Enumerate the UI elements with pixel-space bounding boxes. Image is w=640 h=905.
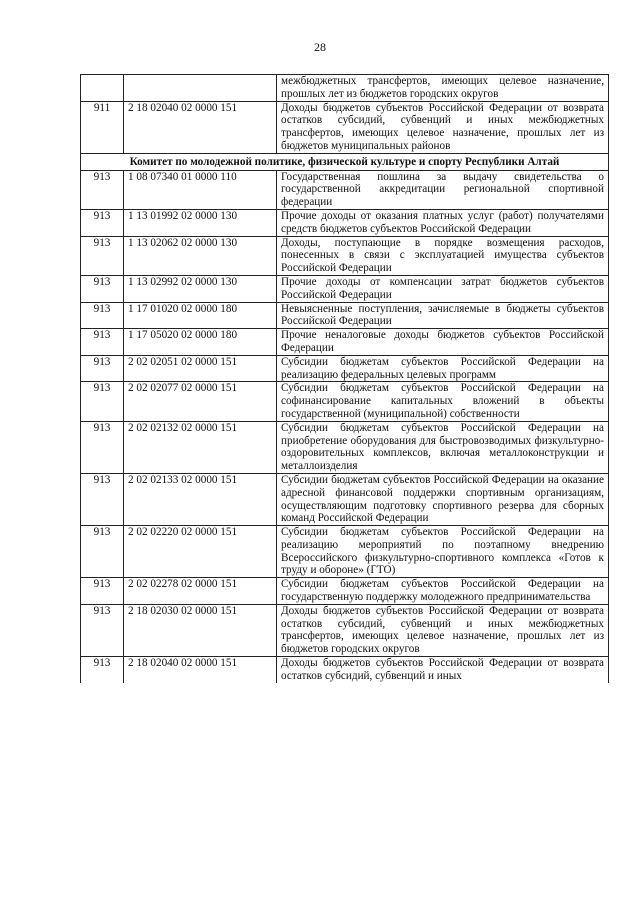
revenue-description-cell: Субсидии бюджетам субъектов Российской Федерации на реализацию федеральных целевых программ — [277, 355, 609, 382]
table-row — [81, 275, 609, 302]
table-row — [81, 604, 609, 656]
revenue-description-cell: Доходы, поступающие в порядке возмещения расходов, понесенных в связи с эксплуатацией имущества субъектов Российской Федерации — [277, 236, 609, 275]
revenue-description-cell: Прочие доходы от компенсации затрат бюджетов субъектов Российской Федерации — [277, 275, 609, 302]
revenue-description-cell: Доходы бюджетов субъектов Российской Федерации от возврата остатков субсидий, субвенций и иных — [277, 657, 609, 683]
table-row — [81, 657, 609, 683]
page-number: 28 — [314, 40, 326, 54]
revenue-code-cell: 1 17 05020 02 0000 180 — [124, 329, 277, 356]
revenue-code-cell: 1 13 02062 02 0000 130 — [124, 236, 277, 275]
table-row — [81, 101, 609, 153]
table-row — [81, 236, 609, 275]
admin-code-cell: 913 — [81, 604, 124, 656]
revenue-code-cell: 1 13 01992 02 0000 130 — [124, 209, 277, 236]
section-title: Комитет по молодежной политике, физической культуре и спорту Республики Алтай — [81, 153, 609, 170]
section-header-group — [81, 153, 609, 170]
admin-code-cell: 913 — [81, 526, 124, 578]
admin-code-cell: 913 — [81, 473, 124, 525]
admin-code-cell: 913 — [81, 302, 124, 329]
admin-code-cell: 913 — [81, 275, 124, 302]
revenue-description-cell: Субсидии бюджетам субъектов Российской Федерации на приобретение оборудования для быстровозводимых физкультурно-оздоровительных комплексов, включая металлоконструкции и металлоизделия — [277, 421, 609, 473]
revenue-description-cell: Государственная пошлина за выдачу свидетельства о государственной аккредитации региональной спортивной федерации — [277, 170, 609, 209]
admin-code-cell: 913 — [81, 382, 124, 421]
admin-code-cell: 913 — [81, 578, 124, 605]
table-row — [81, 209, 609, 236]
revenue-code-cell: 1 13 02992 02 0000 130 — [124, 275, 277, 302]
revenue-code-cell: 2 18 02040 02 0000 151 — [124, 101, 277, 153]
revenue-code-cell: 2 18 02040 02 0000 151 — [124, 657, 277, 683]
revenue-description-cell: межбюджетных трансфертов, имеющих целевое назначение, прошлых лет из бюджетов городских округов — [277, 75, 609, 102]
revenue-description-cell: Доходы бюджетов субъектов Российской Федерации от возврата остатков субсидий, субвенций и иных межбюджетных трансфертов, имеющих целевое назначение, прошлых лет из бюджетов городских округов — [277, 604, 609, 656]
table-row — [81, 355, 609, 382]
rows-before-section — [81, 75, 609, 154]
admin-code-cell: 913 — [81, 170, 124, 209]
revenue-code-cell: 1 17 01020 02 0000 180 — [124, 302, 277, 329]
rows-after-section — [81, 170, 609, 683]
revenue-description-cell: Невыясненные поступления, зачисляемые в бюджеты субъектов Российской Федерации — [277, 302, 609, 329]
revenue-code-cell: 2 02 02051 02 0000 151 — [124, 355, 277, 382]
revenue-code-cell: 2 02 02077 02 0000 151 — [124, 382, 277, 421]
revenue-description-cell: Субсидии бюджетам субъектов Российской Федерации на государственную поддержку молодежного предпринимательства — [277, 578, 609, 605]
revenue-description-cell: Субсидии бюджетам субъектов Российской Федерации на реализацию мероприятий по поэтапному внедрению Всероссийского физкультурно-спортивного комплекса «Готов к труду и обороне» (ГТО) — [277, 526, 609, 578]
table-row — [81, 170, 609, 209]
revenue-code-cell — [124, 75, 277, 102]
revenue-code-cell: 2 02 02278 02 0000 151 — [124, 578, 277, 605]
admin-code-cell: 913 — [81, 329, 124, 356]
section-header-row — [81, 153, 609, 170]
table-row — [81, 302, 609, 329]
revenue-code-cell: 2 18 02030 02 0000 151 — [124, 604, 277, 656]
admin-code-cell: 913 — [81, 421, 124, 473]
revenue-description-cell: Субсидии бюджетам субъектов Российской Федерации на софинансирование капитальных вложений в объекты государственной (муниципальной) собственности — [277, 382, 609, 421]
table-row — [81, 421, 609, 473]
admin-code-cell: 913 — [81, 355, 124, 382]
admin-code-cell: 911 — [81, 101, 124, 153]
revenue-description-cell: Субсидии бюджетам субъектов Российской Федерации на оказание адресной финансовой поддержки спортивным организациям, осуществляющим подготовку спортивного резерва для сборных команд Российской Федерации — [277, 473, 609, 525]
table-row — [81, 382, 609, 421]
admin-code-cell: 913 — [81, 657, 124, 683]
table-row — [81, 75, 609, 102]
admin-code-cell — [81, 75, 124, 102]
revenue-description-cell: Доходы бюджетов субъектов Российской Федерации от возврата остатков субсидий, субвенций и иных межбюджетных трансфертов, имеющих целевое назначение, прошлых лет из бюджетов муниципальных районов — [277, 101, 609, 153]
table-row — [81, 473, 609, 525]
table-row — [81, 329, 609, 356]
revenue-description-cell: Прочие неналоговые доходы бюджетов субъектов Российской Федерации — [277, 329, 609, 356]
revenue-code-cell: 2 02 02133 02 0000 151 — [124, 473, 277, 525]
table-row — [81, 526, 609, 578]
revenue-code-cell: 2 02 02132 02 0000 151 — [124, 421, 277, 473]
revenue-code-cell: 2 02 02220 02 0000 151 — [124, 526, 277, 578]
admin-code-cell: 913 — [81, 209, 124, 236]
revenue-description-cell: Прочие доходы от оказания платных услуг (работ) получателями средств бюджетов субъектов Российской Федерации — [277, 209, 609, 236]
revenue-code-cell: 1 08 07340 01 0000 110 — [124, 170, 277, 209]
admin-code-cell: 913 — [81, 236, 124, 275]
revenue-codes-table — [80, 74, 609, 683]
table-row — [81, 578, 609, 605]
